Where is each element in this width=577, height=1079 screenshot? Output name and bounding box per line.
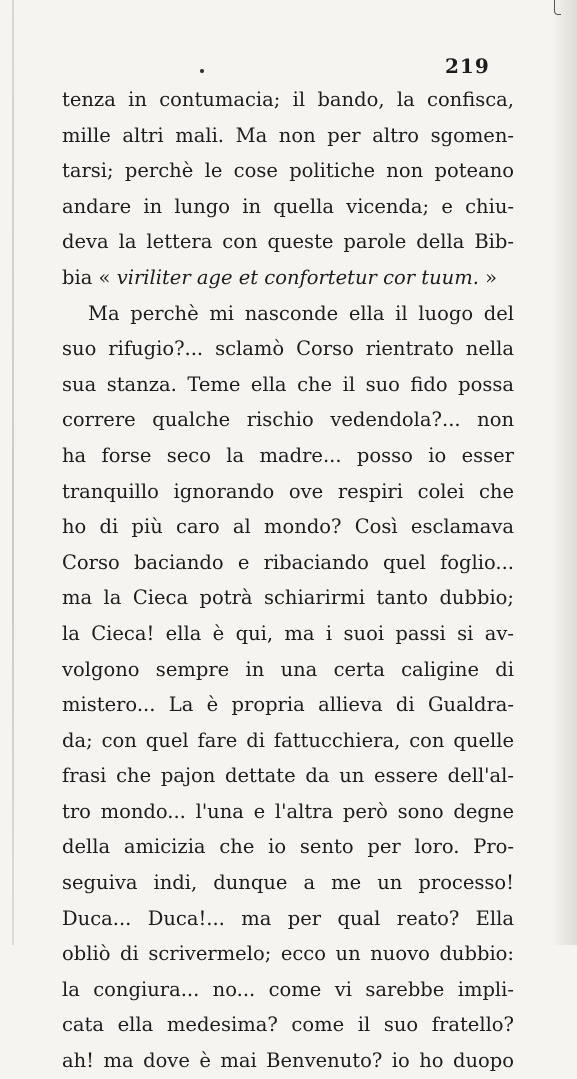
quote-close: » <box>478 265 498 289</box>
text-line: ho di più caro al mondo? Così esclamava <box>62 515 514 539</box>
text-line: tranquillo ignorando ove respiri colei che <box>62 479 514 503</box>
text-line: suo rifugio?... sclamò Corso rientrato nella <box>62 337 514 361</box>
page-left-edge <box>12 0 14 945</box>
text-line: deva la lettera con queste parole della Bib- <box>62 230 514 254</box>
text-line: obliò di scrivermelo; ecco un nuovo dubbio: <box>62 942 514 966</box>
text-line: Duca... Duca!... ma per qual reato? Ella <box>62 906 514 930</box>
text-line: correre qualche rischio vedendola?... non <box>62 408 514 432</box>
page-right-shadow <box>551 0 577 945</box>
text-body <box>62 82 514 1079</box>
text-line: cata ella medesima? come il suo fratello? <box>62 1013 514 1037</box>
page-number: 219 <box>445 54 490 78</box>
text-line-quote <box>62 260 514 296</box>
text-line: Ma perchè mi nasconde ella il luogo del <box>88 301 514 325</box>
text-line: della amicizia che io sento per loro. Pro- <box>62 835 514 859</box>
text-line: andare in lungo in quella vicenda; e chiu- <box>62 194 514 218</box>
quote-open: bia « <box>62 265 117 289</box>
text-line: mille altri mali. Ma non per altro sgomen- <box>62 123 514 147</box>
header-dot <box>200 69 204 73</box>
text-line: frasi che pajon dettate da un essere dell'al- <box>62 764 514 788</box>
text-line: ah! ma dove è mai Benvenuto? io ho duopo <box>62 1049 514 1073</box>
text-line: ha forse seco la madre... posso io esser <box>62 443 514 467</box>
text-line: da; con quel fare di fattucchiera, con quelle <box>62 728 514 752</box>
text-line: ma la Cieca potrà schiarirmi tanto dubbio; <box>62 586 514 610</box>
text-line: sua stanza. Teme ella che il suo fido possa <box>62 372 514 396</box>
latin-quote: viriliter age et confortetur cor tuum. <box>116 265 479 289</box>
text-line: seguiva indi, dunque a me un processo! <box>62 871 514 895</box>
page-corner-mark <box>554 0 561 15</box>
text-line: tro mondo... l'una e l'altra però sono degne <box>62 799 514 823</box>
text-line: tarsi; perchè le cose politiche non poteano <box>62 159 514 183</box>
text-line: mistero... La è propria allieva di Gualdra- <box>62 693 514 717</box>
text-line: Corso baciando e ribaciando quel foglio... <box>62 550 514 574</box>
text-line: volgono sempre in una certa caligine di <box>62 657 514 681</box>
text-line: la congiura... no... come vi sarebbe impli- <box>62 977 514 1001</box>
text-line: la Cieca! ella è qui, ma i suoi passi si av- <box>62 621 514 645</box>
text-line: tenza in contumacia; il bando, la confisca, <box>62 88 514 111</box>
